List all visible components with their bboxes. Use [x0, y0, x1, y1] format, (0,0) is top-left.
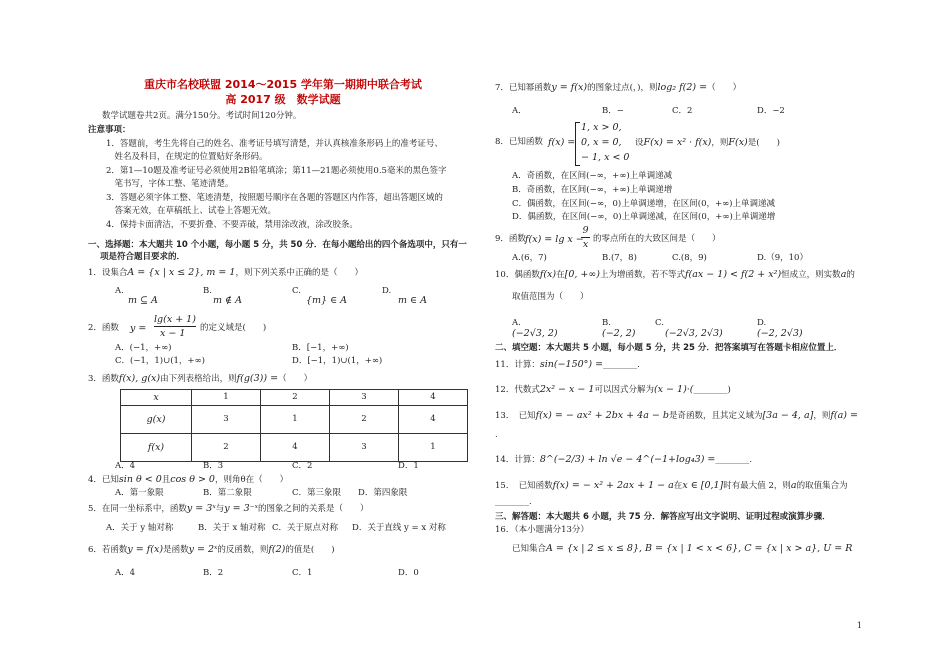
- question-tail: 是( ): [747, 138, 780, 148]
- question-5: [88, 503, 369, 515]
- question-tail: ，则角θ在（ ）: [214, 475, 289, 485]
- question-math: f(x): [539, 269, 557, 280]
- question-math: [0, +∞): [564, 269, 601, 280]
- question-math: log₂ f(2) =: [657, 82, 708, 93]
- table-cell: 3: [330, 434, 399, 462]
- question-math: y = 2ˣ: [188, 544, 218, 555]
- table-cell: 4: [399, 390, 468, 406]
- option: C.(8，9): [672, 253, 707, 263]
- question-9-stem: 9．函数: [495, 234, 526, 244]
- option: D.（9，10）: [757, 253, 808, 263]
- notice-line: 答案无效，在草稿纸上、试卷上答题无效。: [106, 206, 277, 216]
- section3-heading: 三、解答题：本大题共 6 小题，共 75 分．解答应写出文字说明、证明过程或演算步骤．: [495, 512, 831, 522]
- table-cell: 2: [330, 406, 399, 434]
- question-6: [88, 544, 335, 556]
- question-stem: 14．计算：: [495, 455, 540, 465]
- question-mid: 在: [673, 481, 683, 491]
- question-stem: 5．在同一坐标系中，函数: [88, 504, 187, 514]
- question-2-stem: 2．函数: [88, 323, 119, 333]
- question-math: a: [790, 480, 797, 491]
- question-15-line2: ________.: [495, 497, 532, 507]
- option: C．关于原点对称: [272, 523, 339, 533]
- question-mid: 的图象过点(，)，则: [587, 83, 658, 93]
- option: A．奇函数，在区间(−∞，+∞)上单调递减: [512, 171, 673, 181]
- question-math: (x − 1)·(: [653, 384, 694, 395]
- question-math: cos θ > 0: [170, 474, 215, 485]
- option: A．关于 y 轴对称: [106, 523, 174, 533]
- option: B．关于 x 轴对称: [198, 523, 266, 533]
- question-math: a: [840, 269, 847, 280]
- table-cell: 1: [192, 390, 261, 406]
- option-label: A.: [512, 318, 521, 328]
- question-tail: 的: [846, 270, 855, 280]
- option: C．偶函数，在区间(−∞，0)上单调递增，在区间(0，+∞)上单调递减: [512, 199, 775, 209]
- question-10-line2: 取值范围为（ ）: [512, 292, 589, 302]
- question-math: A = {x | x ≤ 2}, m = 1: [127, 267, 236, 278]
- question-tail: （ ）: [707, 83, 742, 93]
- option: A．: [512, 106, 527, 116]
- table-cell: 1: [261, 406, 330, 434]
- section1-heading: 一、选择题：本大题共 10 个小题，每小题 5 分，共 50 分．在每小题给出的四个备选项中，只有一: [88, 240, 467, 250]
- table-cell: 4: [399, 406, 468, 434]
- question-math: [3a − 4, a]: [762, 410, 814, 421]
- piecewise-case: 1, x > 0,: [581, 122, 622, 133]
- option: D．第四象限: [358, 488, 408, 498]
- option: C．2: [292, 461, 313, 471]
- question-10: [495, 269, 855, 281]
- question-tail: ): [727, 385, 731, 395]
- question-math: f(a) =: [830, 410, 858, 421]
- question-tail: ，则: [711, 138, 729, 148]
- table-row: [121, 434, 468, 462]
- fraction-denominator: x: [582, 239, 589, 250]
- table-cell: 3: [330, 390, 399, 406]
- question-3: [88, 373, 312, 385]
- question-math: f(g(3)) =: [236, 373, 279, 384]
- notice-label: 注意事项：: [88, 125, 131, 135]
- question-tail: 时有最大值 2，则: [723, 481, 791, 491]
- option: B．−: [602, 106, 624, 116]
- question-13-line2: .: [495, 430, 498, 440]
- question-math: A = {x | 2 ≤ x ≤ 8}, B = {x | 1 < x < 6}, C = {x | x > a}, U = R: [546, 543, 853, 554]
- exam-title: 重庆市名校联盟 2014～2015 学年第一期期中联合考试: [144, 78, 422, 91]
- question-tail: 的零点所在的大致区间是（ ）: [593, 234, 721, 244]
- question-4: [88, 474, 288, 486]
- question-math: y = 3⁻ˣ: [224, 503, 259, 514]
- question-math: x ∈ [0,1]: [682, 480, 724, 491]
- option: A．第一象限: [115, 488, 164, 498]
- option: B.(7，8): [602, 253, 637, 263]
- answer-blank: ________.: [715, 455, 753, 465]
- question-16: [512, 543, 852, 555]
- option: D．−2: [757, 106, 785, 116]
- question-8-cont: [635, 137, 780, 149]
- question-tail: （ ）: [278, 374, 313, 384]
- question-mid: 且: [161, 475, 171, 485]
- question-13: [495, 410, 858, 422]
- table-cell: 2: [261, 390, 330, 406]
- notice-line: 4．保持卡面清洁，不要折叠、不要弄破，禁用涂改液，涂改胶条。: [106, 220, 358, 230]
- option-label: B.: [203, 286, 212, 296]
- question-math: f(2): [268, 544, 286, 555]
- option-label: A.: [115, 286, 124, 296]
- answer-blank: ________: [693, 385, 728, 395]
- question-tail: 恒成立，则实数: [781, 270, 841, 280]
- question-math: f(x) = − ax² + 2bx + 4a − b: [535, 410, 669, 421]
- option: D．1: [398, 461, 419, 471]
- piecewise-case: − 1, x < 0: [581, 152, 630, 163]
- option: D．偶函数，在区间(−∞，0)上单调递减，在区间(0，+∞)上单调递增: [512, 212, 776, 222]
- question-stem: 4．已知: [88, 475, 119, 485]
- option: A.(6，7): [512, 253, 547, 263]
- notice-line: 1．答题前，考生先将自己的姓名、准考证号填写清楚，并认真核准条形码上的准考证号、: [106, 139, 443, 149]
- fraction-denominator: x − 1: [160, 328, 186, 339]
- option: C．1: [292, 568, 313, 578]
- question-math: f(x) = − x² + 2ax + 1 − a: [552, 480, 674, 491]
- question-stem: 11．计算：: [495, 360, 540, 370]
- option-math: (−2√3, 2√3): [665, 328, 723, 339]
- question-math: y = f(x): [551, 82, 588, 93]
- question-math: 2x² − x − 1: [539, 384, 595, 395]
- option: D．0: [398, 568, 419, 578]
- section2-heading: 二、填空题：本大题共 5 小题，每小题 5 分，共 25 分．把答案填写在答题卡相应位置上．: [495, 343, 843, 353]
- option-label: C.: [292, 286, 301, 296]
- answer-blank: ________.: [603, 360, 640, 370]
- table-cell: x: [121, 390, 192, 406]
- question-math: F(x) = x² · f(x): [643, 137, 712, 148]
- question-mid: 是奇函数，且其定义域为: [668, 411, 763, 421]
- option: B．第二象限: [203, 488, 252, 498]
- question-math: F(x): [728, 137, 748, 148]
- option-label: C.: [655, 318, 664, 328]
- question-mid: 由下列表格给出，则: [160, 374, 237, 384]
- question-mid: 与: [215, 504, 225, 514]
- option: B．[−1，+∞): [292, 343, 349, 353]
- question-stem: 1．设集合: [88, 268, 128, 278]
- question-stem: 13． 已知: [495, 411, 536, 421]
- question-math: y = 3ˣ: [186, 503, 216, 514]
- question-14: [495, 454, 752, 466]
- question-math: y =: [130, 323, 147, 334]
- fraction-numerator: lg(x + 1): [154, 314, 196, 325]
- question-math: sin(−150°) =: [539, 359, 604, 370]
- question-math: sin θ < 0: [118, 474, 162, 485]
- table-cell: 3: [192, 406, 261, 434]
- option: D．[−1，1)∪(1，+∞): [292, 356, 383, 366]
- option-math: m ⊆ A: [128, 295, 158, 306]
- question-stem: 已知集合: [512, 544, 547, 554]
- exam-subtitle: 高 2017 级 数学试题: [225, 93, 341, 106]
- section1-heading-cont: 项是符合题目要求的．: [100, 252, 186, 262]
- option: A．4: [115, 568, 136, 578]
- question-1: [88, 267, 363, 279]
- option-label: B.: [602, 318, 611, 328]
- question-11: [495, 359, 640, 371]
- option-math: {m} ∈ A: [306, 295, 348, 306]
- option: A．(−1，+∞): [115, 343, 172, 353]
- question-math: f(x) =: [548, 137, 576, 148]
- option-math: (−2√3, 2): [512, 328, 558, 339]
- option: B．2: [203, 568, 224, 578]
- question-7: [495, 82, 741, 94]
- question-12: [495, 384, 731, 396]
- value-table: [120, 389, 468, 462]
- piecewise-brace: [575, 122, 580, 166]
- question-math: 8^(−2/3) + ln √e − 4^(−1+log₄3) =: [539, 454, 716, 465]
- question-math: f(x) = lg x −: [525, 234, 584, 245]
- option: B．3: [203, 461, 224, 471]
- question-stem: 12．代数式: [495, 385, 540, 395]
- question-stem: 3．函数: [88, 374, 119, 384]
- question-stem: 7．已知幂函数: [495, 83, 552, 93]
- table-cell: 2: [192, 434, 261, 462]
- question-mid: 可以因式分解为: [594, 385, 654, 395]
- question-mid: 在: [556, 270, 565, 280]
- option-label: D.: [382, 286, 392, 296]
- question-16-stem: 16．（本小题满分13分）: [495, 525, 589, 535]
- option-label: D.: [757, 318, 767, 328]
- notice-line: 姓名及科目，在规定的位置贴好条形码。: [106, 152, 268, 162]
- question-stem: 10．偶函数: [495, 270, 540, 280]
- option: A．4: [115, 461, 136, 471]
- question-tail: ，则: [813, 411, 831, 421]
- option-math: m ∉ A: [213, 295, 242, 306]
- option-math: (−2, 2): [602, 328, 636, 339]
- table-cell: 1: [399, 434, 468, 462]
- table-header-row: [121, 390, 468, 406]
- question-tail: 的图象之间的关系是（ ）: [258, 504, 369, 514]
- option: C．2: [672, 106, 693, 116]
- page-number: 1: [856, 621, 862, 630]
- question-tail: 的取值集合为: [796, 481, 848, 491]
- question-8-stem: 8．已知函数: [495, 137, 543, 147]
- piecewise-case: 0, x = 0,: [581, 137, 622, 148]
- option: D．关于直线 y = x 对称: [352, 523, 446, 533]
- question-tail: 的定义域是( ): [200, 323, 267, 333]
- question-math: f(ax − 1) < f(2 + x²): [685, 269, 782, 280]
- table-cell: g(x): [121, 406, 192, 434]
- option-math: m ∈ A: [398, 295, 427, 306]
- question-stem: 6．若函数: [88, 545, 128, 555]
- question-15: [495, 480, 848, 492]
- option: C．第三象限: [292, 488, 342, 498]
- table-cell: f(x): [121, 434, 192, 462]
- table-cell: 4: [261, 434, 330, 462]
- question-math: f(x), g(x): [118, 373, 161, 384]
- question-mid: 是函数: [163, 545, 189, 555]
- exam-intro: 数学试题卷共2页。满分150分。考试时间120分钟。: [102, 111, 302, 121]
- notice-line: 2．第1—10题及准考证号必须使用2B铅笔填涂；第11—21题必须使用0.5毫米的黑色签字: [106, 166, 447, 176]
- notice-line: 3．答题必须字体工整、笔迹清楚，按照题号顺序在各题的答题区内作答，超出答题区域的: [106, 193, 443, 203]
- question-tail: ，则下列关系中正确的是（ ）: [235, 268, 363, 278]
- question-stem: 15． 已知函数: [495, 481, 553, 491]
- question-mid: 上为增函数，若不等式: [600, 270, 686, 280]
- table-row: [121, 406, 468, 434]
- option-math: (−2, 2√3): [757, 328, 803, 339]
- question-tail: 的值是( ): [285, 545, 335, 555]
- option: B．奇函数，在区间(−∞，+∞)上单调递增: [512, 185, 673, 195]
- question-math: y = f(x): [127, 544, 164, 555]
- option: C．(−1，1)∪(1，+∞): [115, 356, 205, 366]
- notice-line: 笔书写，字体工整、笔迹清楚。: [106, 179, 234, 189]
- fraction-numerator: 9: [582, 225, 589, 236]
- question-mid: 的反函数，则: [217, 545, 269, 555]
- question-mid: 设: [635, 138, 644, 148]
